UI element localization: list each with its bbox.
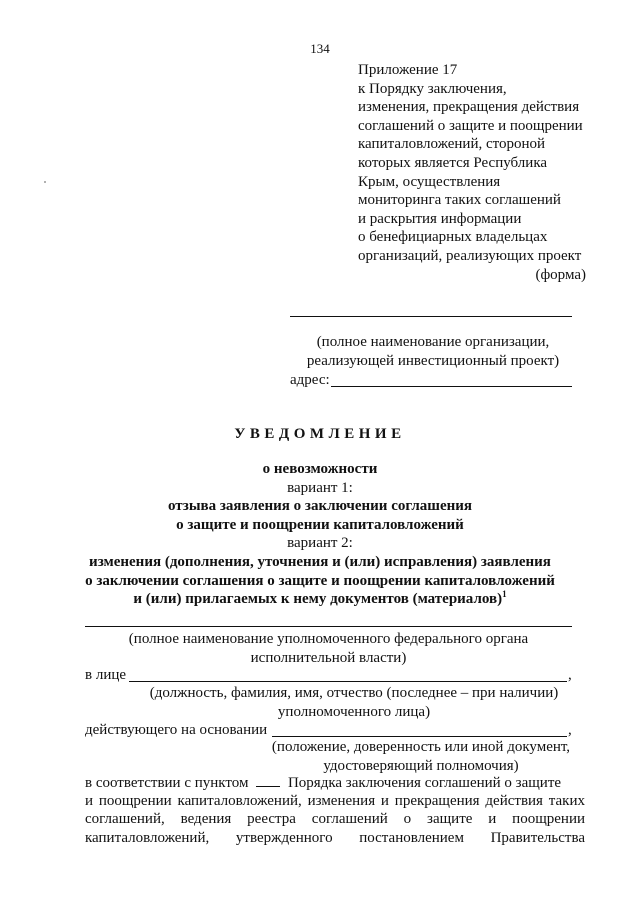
appendix-line: которых является Республика [358, 154, 548, 171]
variant-1-label: вариант 1: [287, 479, 353, 496]
appendix-line: соглашений о защите и поощрении [358, 117, 583, 134]
appendix-line: о бенефициарных владельцах [358, 229, 548, 246]
paragraph-line [85, 773, 585, 792]
comma: , [568, 722, 572, 738]
appendix-line: Крым, осуществления [358, 173, 501, 190]
authority-name-field[interactable] [85, 626, 572, 627]
organization-name-field[interactable] [290, 316, 572, 317]
address-label: адрес: [290, 372, 330, 388]
appendix-line: к Порядку заключения, [358, 80, 507, 97]
appendix-line: капиталовложений, стороной [358, 136, 546, 153]
organization-caption [290, 333, 576, 370]
representative-field[interactable] [129, 666, 567, 682]
authority-caption [85, 630, 572, 667]
in-person-label: в лице [85, 667, 127, 683]
basis-label: действующего на основании [85, 722, 268, 738]
scan-speck [44, 181, 46, 183]
subject-line [40, 590, 600, 609]
caption-line: исполнительной власти) [250, 649, 407, 666]
caption-line: (должность, фамилия, имя, отчество (последнее – при наличии) [149, 685, 559, 701]
paragraph-line: соглашений, ведения реестра соглашений о защите и поощрении [85, 811, 585, 828]
subject-text: и (или) прилагаемых к нему документов (материалов) [133, 591, 503, 608]
paragraph-line: и поощрении капиталовложений, изменения и прекращения действия таких [85, 792, 585, 809]
subject-line: о невозможности [262, 461, 378, 477]
address-field[interactable] [331, 370, 572, 387]
caption-line: удостоверяющий полномочия) [323, 757, 519, 774]
clause-number-field[interactable] [256, 773, 280, 787]
person-caption [129, 684, 579, 721]
caption-line: уполномоченного лица) [277, 703, 431, 720]
appendix-line: изменения, прекращения действия [358, 99, 580, 116]
basis-caption [262, 738, 580, 775]
notice-subject [40, 460, 600, 609]
subject-line: отзыва заявления о заключении соглашения [167, 498, 473, 515]
paragraph-text: Порядка заключения соглашений о защите [287, 775, 562, 791]
caption-line: (полное наименование организации, [316, 334, 550, 350]
subject-line: о защите и поощрении капиталовложений [176, 516, 464, 533]
page-number: 134 [310, 41, 330, 56]
appendix-heading [358, 61, 628, 266]
caption-line: реализующей инвестиционный проект) [306, 352, 560, 369]
body-paragraph [85, 773, 585, 847]
caption-line: (полное наименование уполномоченного федерального органа [128, 631, 529, 647]
appendix-line: Приложение 17 [358, 62, 458, 78]
appendix-line: и раскрытия информации [358, 210, 522, 227]
footnote-marker: 1 [502, 589, 507, 600]
variant-2-label: вариант 2: [287, 535, 353, 552]
appendix-line: организаций, реализующих проект [358, 247, 582, 264]
comma: , [568, 667, 572, 683]
subject-line: о заключении соглашения о защите и поощрении капиталовложений [85, 572, 555, 589]
document-title: УВЕДОМЛЕНИЕ [234, 426, 406, 442]
basis-field[interactable] [272, 721, 567, 737]
subject-line: изменения (дополнения, уточнения и (или) исправления) заявления [89, 553, 551, 570]
appendix-line: мониторинга таких соглашений [358, 192, 561, 209]
caption-line: (положение, доверенность или иной документ, [271, 739, 571, 755]
form-label: (форма) [535, 267, 586, 283]
paragraph-line: капиталовложений, утвержденного постановлением Правительства [85, 829, 585, 846]
paragraph-text: в соответствии с пунктом [85, 775, 249, 791]
